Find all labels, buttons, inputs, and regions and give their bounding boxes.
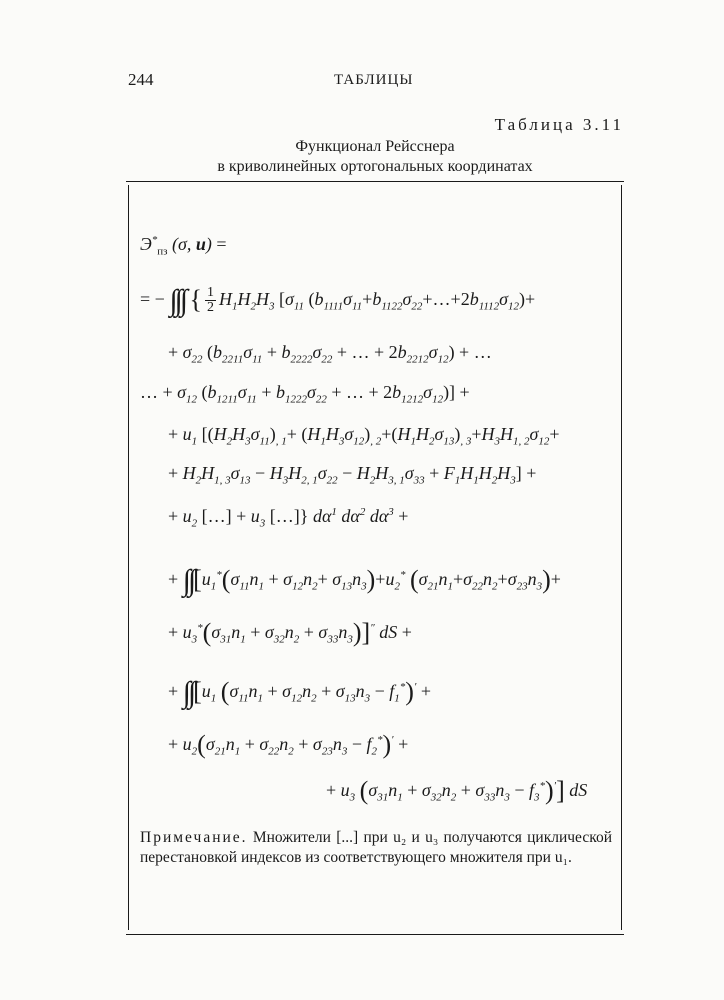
table-label: Таблица 3.11: [494, 115, 624, 134]
table-title-line1: Функционал Рейсснера: [295, 138, 455, 155]
formula-line-9: + $u_3^*(\sigma_{31}n_1 + \sigma_{32}n_2 + \sigma_{33}n_3)]''$ dS +: [168, 618, 412, 647]
formula-line-5: + $u_1$ [$(H_2H_3\sigma_{11})_{, 1}+ (H_1H_3\sigma_{12})_{, 2}+(H_1H_2\sigma_{13})_{, 3}+H_3H_{1, 2}\sigma_{12}+$: [168, 424, 560, 448]
formula-line-4: … + $\sigma_{12}$ ($b_{1211}\sigma_{11} + b_{1222}\sigma_{22}$ + … + $2b_{1212}\sigma_{12}$)] +: [140, 382, 470, 406]
formula-line-10: + $\int\int[u_1$ $(\sigma_{11}n_1 + \sigma_{12}n_2 + \sigma_{13}n_3 - f_1^*)'$ +: [168, 676, 432, 709]
table-title-line2: в криволинейных ортогональных координатах: [217, 158, 533, 175]
formula-line-2: = − ∫∫∫ { $\frac{1}{2}$ $H_1H_2H_3$ [$\sigma_{11}$ $(b_{1111}\sigma_{11}+b_{1122}\sigma_{22}+\dots+2b_{1112}\sigma_{12})+$: [140, 284, 536, 317]
table-bottom-rule: [126, 934, 624, 935]
formula-line-11: + $u_2(\sigma_{21}n_1 + \sigma_{22}n_2 + \sigma_{23}n_3 - f_2^*)'$ +: [168, 730, 409, 759]
formula-line-3: + $\sigma_{22}$ ($b_{2211}\sigma_{11} + b_{2222}\sigma_{22}$ + … + $2b_{2212}\sigma_{12}$) + …: [168, 342, 492, 366]
formula-line-1: $Э^*_{пз}$ (σ, u) =: [140, 234, 227, 258]
table-top-rule: [126, 181, 624, 182]
table-note: [140, 828, 612, 868]
formula-line-8: + $\int\int[u_1^*(\sigma_{11}n_1 + \sigma_{12}n_2+ \sigma_{13}n_3)+u_2^*$ $(\sigma_{21}n_1+\sigma_{22}n_2+\sigma_{23}n_3)+$: [168, 564, 561, 597]
running-head: ТАБЛИЦЫ: [334, 72, 414, 88]
note-text: Множители [...] при u₂ и u₃ получаются циклической перестановкой индексов из соответствующего множителя при u₁.: [140, 829, 612, 866]
formula-line-7: + $u_2$ […] + $u_3$ […]} $d\alpha^1$ $d\alpha^2$ $d\alpha^3$ +: [168, 506, 409, 530]
formula-line-12: + $u_3$ $(\sigma_{31}n_1 + \sigma_{32}n_2 + \sigma_{33}n_3 - f_3^*)'$] dS: [326, 776, 588, 805]
note-lead: Примечание.: [140, 829, 248, 846]
table-right-border: [621, 185, 622, 930]
formula-line-6: + $H_2H_{1, 3}\sigma_{13} - H_3H_{2, 1}\sigma_{22} - H_2H_{3, 1}\sigma_{33} + F_1H_1H_2H_3$] +: [168, 463, 537, 487]
page-number: 244: [128, 70, 154, 89]
table-left-border: [128, 185, 129, 930]
